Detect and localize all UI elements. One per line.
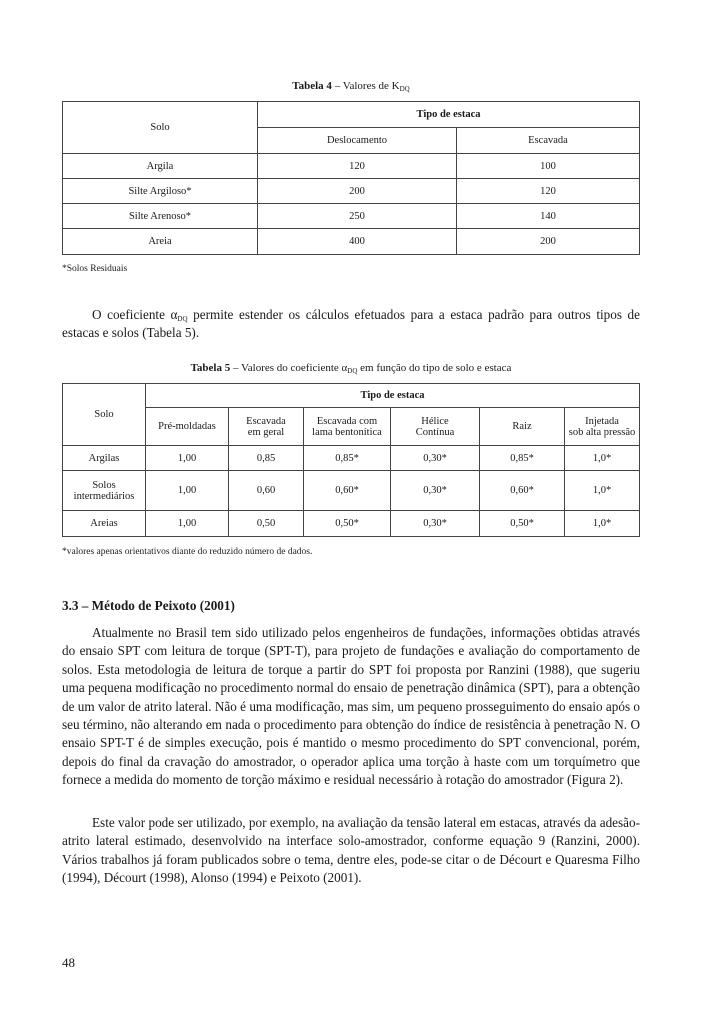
table5-cell: 0,85*	[304, 446, 391, 471]
table5-cell: 0,30*	[391, 511, 480, 537]
table5-header-group: Tipo de estaca	[146, 384, 640, 408]
table4-cell: 200	[457, 229, 640, 255]
table5-cell: 0,50*	[480, 511, 565, 537]
paragraph-alpha-intro	[62, 306, 640, 343]
table-row	[63, 154, 640, 179]
table5-cell: 1,0*	[565, 446, 640, 471]
paragraph-peixoto-method	[62, 624, 640, 790]
table5-cell: 0,30*	[391, 446, 480, 471]
table5-note: *valores apenas orientativos diante do reduzido número de dados.	[62, 547, 313, 557]
table4-cell-solo: Areia	[63, 229, 258, 255]
table4-cell-solo: Silte Arenoso*	[63, 204, 258, 229]
table4-cell: 140	[457, 204, 640, 229]
table4-header-deslocamento: Deslocamento	[258, 128, 457, 154]
table4-note: *Solos Residuais	[62, 264, 128, 274]
table5-cell: 1,0*	[565, 471, 640, 511]
table5-caption	[62, 362, 640, 374]
table4-cell: 120	[457, 179, 640, 204]
table4-caption-text: – Valores de K	[331, 80, 400, 92]
table4-cell: 400	[258, 229, 457, 255]
table4-header-escavada: Escavada	[457, 128, 640, 154]
table4-cell: 120	[258, 154, 457, 179]
para1-sub: DQ	[177, 315, 188, 323]
table5-header-col: Raiz	[480, 408, 565, 446]
table4-caption-label: Tabela 4	[292, 80, 332, 92]
table5-caption-label: Tabela 5	[190, 362, 231, 374]
table5-cell: 1,00	[146, 511, 229, 537]
para2-text: Atualmente no Brasil tem sido utilizado pelos engenheiros de fundações, informações obtidas através do ensaio SPT com leitura de torque (SPT-T), para projeto de fundações e avaliação do comportamento de solos. Esta metodologia de leitura de torque a partir do SPT foi proposta por Ranzini (1988), que sugeriu uma pequena modificação no procedimento normal do ensaio de penetração dinâmica (SPT), para a obtenção de um valor de atrito lateral. Não é uma modificação, mas sim, um pequeno prosseguimento do ensaio após o seu término, não alterando em nada o procedimento para obtenção do índice de resistência à penetração N. O ensaio SPT-T é de simples execução, pois é mantido o mesmo procedimento do SPT convencional, porém, depois do final da cravação do amostrador, o operador aplica uma torção à haste com um torquímetro que fornece a medida do momento de torção máximo e residual necessário à rotação do amostrador (Figura 2).	[62, 625, 640, 788]
table5-cell-solo: Areias	[63, 511, 146, 537]
table5-cell: 1,0*	[565, 511, 640, 537]
table5-header-col: Escavada em geral	[229, 408, 304, 446]
table5-header-solo: Solo	[63, 384, 146, 446]
table4-caption-sub: DQ	[399, 85, 410, 93]
table5-cell: 0,60*	[304, 471, 391, 511]
table5-cell: 1,00	[146, 446, 229, 471]
table4-cell-solo: Silte Argiloso*	[63, 179, 258, 204]
table5-cell: 0,30*	[391, 471, 480, 511]
table5-cell: 0,85	[229, 446, 304, 471]
table-row	[63, 229, 640, 255]
table5-cell-solo: Argilas	[63, 446, 146, 471]
table4-cell: 200	[258, 179, 457, 204]
table5-cell-solo: Solos intermediários	[63, 471, 146, 511]
paragraph-torque-usage	[62, 814, 640, 888]
table5-header-col: Pré-moldadas	[146, 408, 229, 446]
table5-cell: 0,60	[229, 471, 304, 511]
table-row	[63, 511, 640, 537]
table4	[62, 101, 640, 255]
table4-cell: 100	[457, 154, 640, 179]
table5-cell: 0,85*	[480, 446, 565, 471]
table5-cell: 0,60*	[480, 471, 565, 511]
table-row	[63, 179, 640, 204]
table-row	[63, 471, 640, 511]
table5-header-col: Escavada com lama bentonítica	[304, 408, 391, 446]
table4-caption	[62, 80, 640, 92]
para3-text: Este valor pode ser utilizado, por exemplo, na avaliação da tensão lateral em estacas, através da adesão-atrito lateral estimado, desenvolvido na interface solo-amostrador, conforme equação 9 (Ranzini, 2000). Vários trabalhos já foram publicados sobre o tema, dentre eles, pode-se citar o de Décourt e Quaresma Filho (1994), Décourt (1998), Alonso (1994) e Peixoto (2001).	[62, 815, 640, 886]
page-number: 48	[62, 955, 75, 970]
table5	[62, 383, 640, 537]
table4-cell: 250	[258, 204, 457, 229]
table5-caption-before: – Valores do coeficiente α	[230, 362, 348, 374]
para1-after: permite estender os cálculos efetuados para a estaca padrão para outros tipos de estacas e solos (Tabela 5).	[62, 307, 641, 341]
table5-cell: 0,50	[229, 511, 304, 537]
section-heading: 3.3 – Método de Peixoto (2001)	[62, 598, 235, 613]
table5-cell: 0,50*	[304, 511, 391, 537]
table5-header-col: Injetada sob alta pressão	[565, 408, 640, 446]
table5-header-col: Hélice Contínua	[391, 408, 480, 446]
table5-caption-sub: DQ	[347, 367, 358, 375]
para1-before: O coeficiente α	[92, 307, 178, 322]
table5-cell: 1,00	[146, 471, 229, 511]
table-row	[63, 204, 640, 229]
table4-header-solo: Solo	[63, 102, 258, 154]
table4-cell-solo: Argila	[63, 154, 258, 179]
table5-caption-after: em função do tipo de solo e estaca	[357, 362, 512, 374]
table4-header-group: Tipo de estaca	[258, 102, 640, 128]
table-row	[63, 446, 640, 471]
